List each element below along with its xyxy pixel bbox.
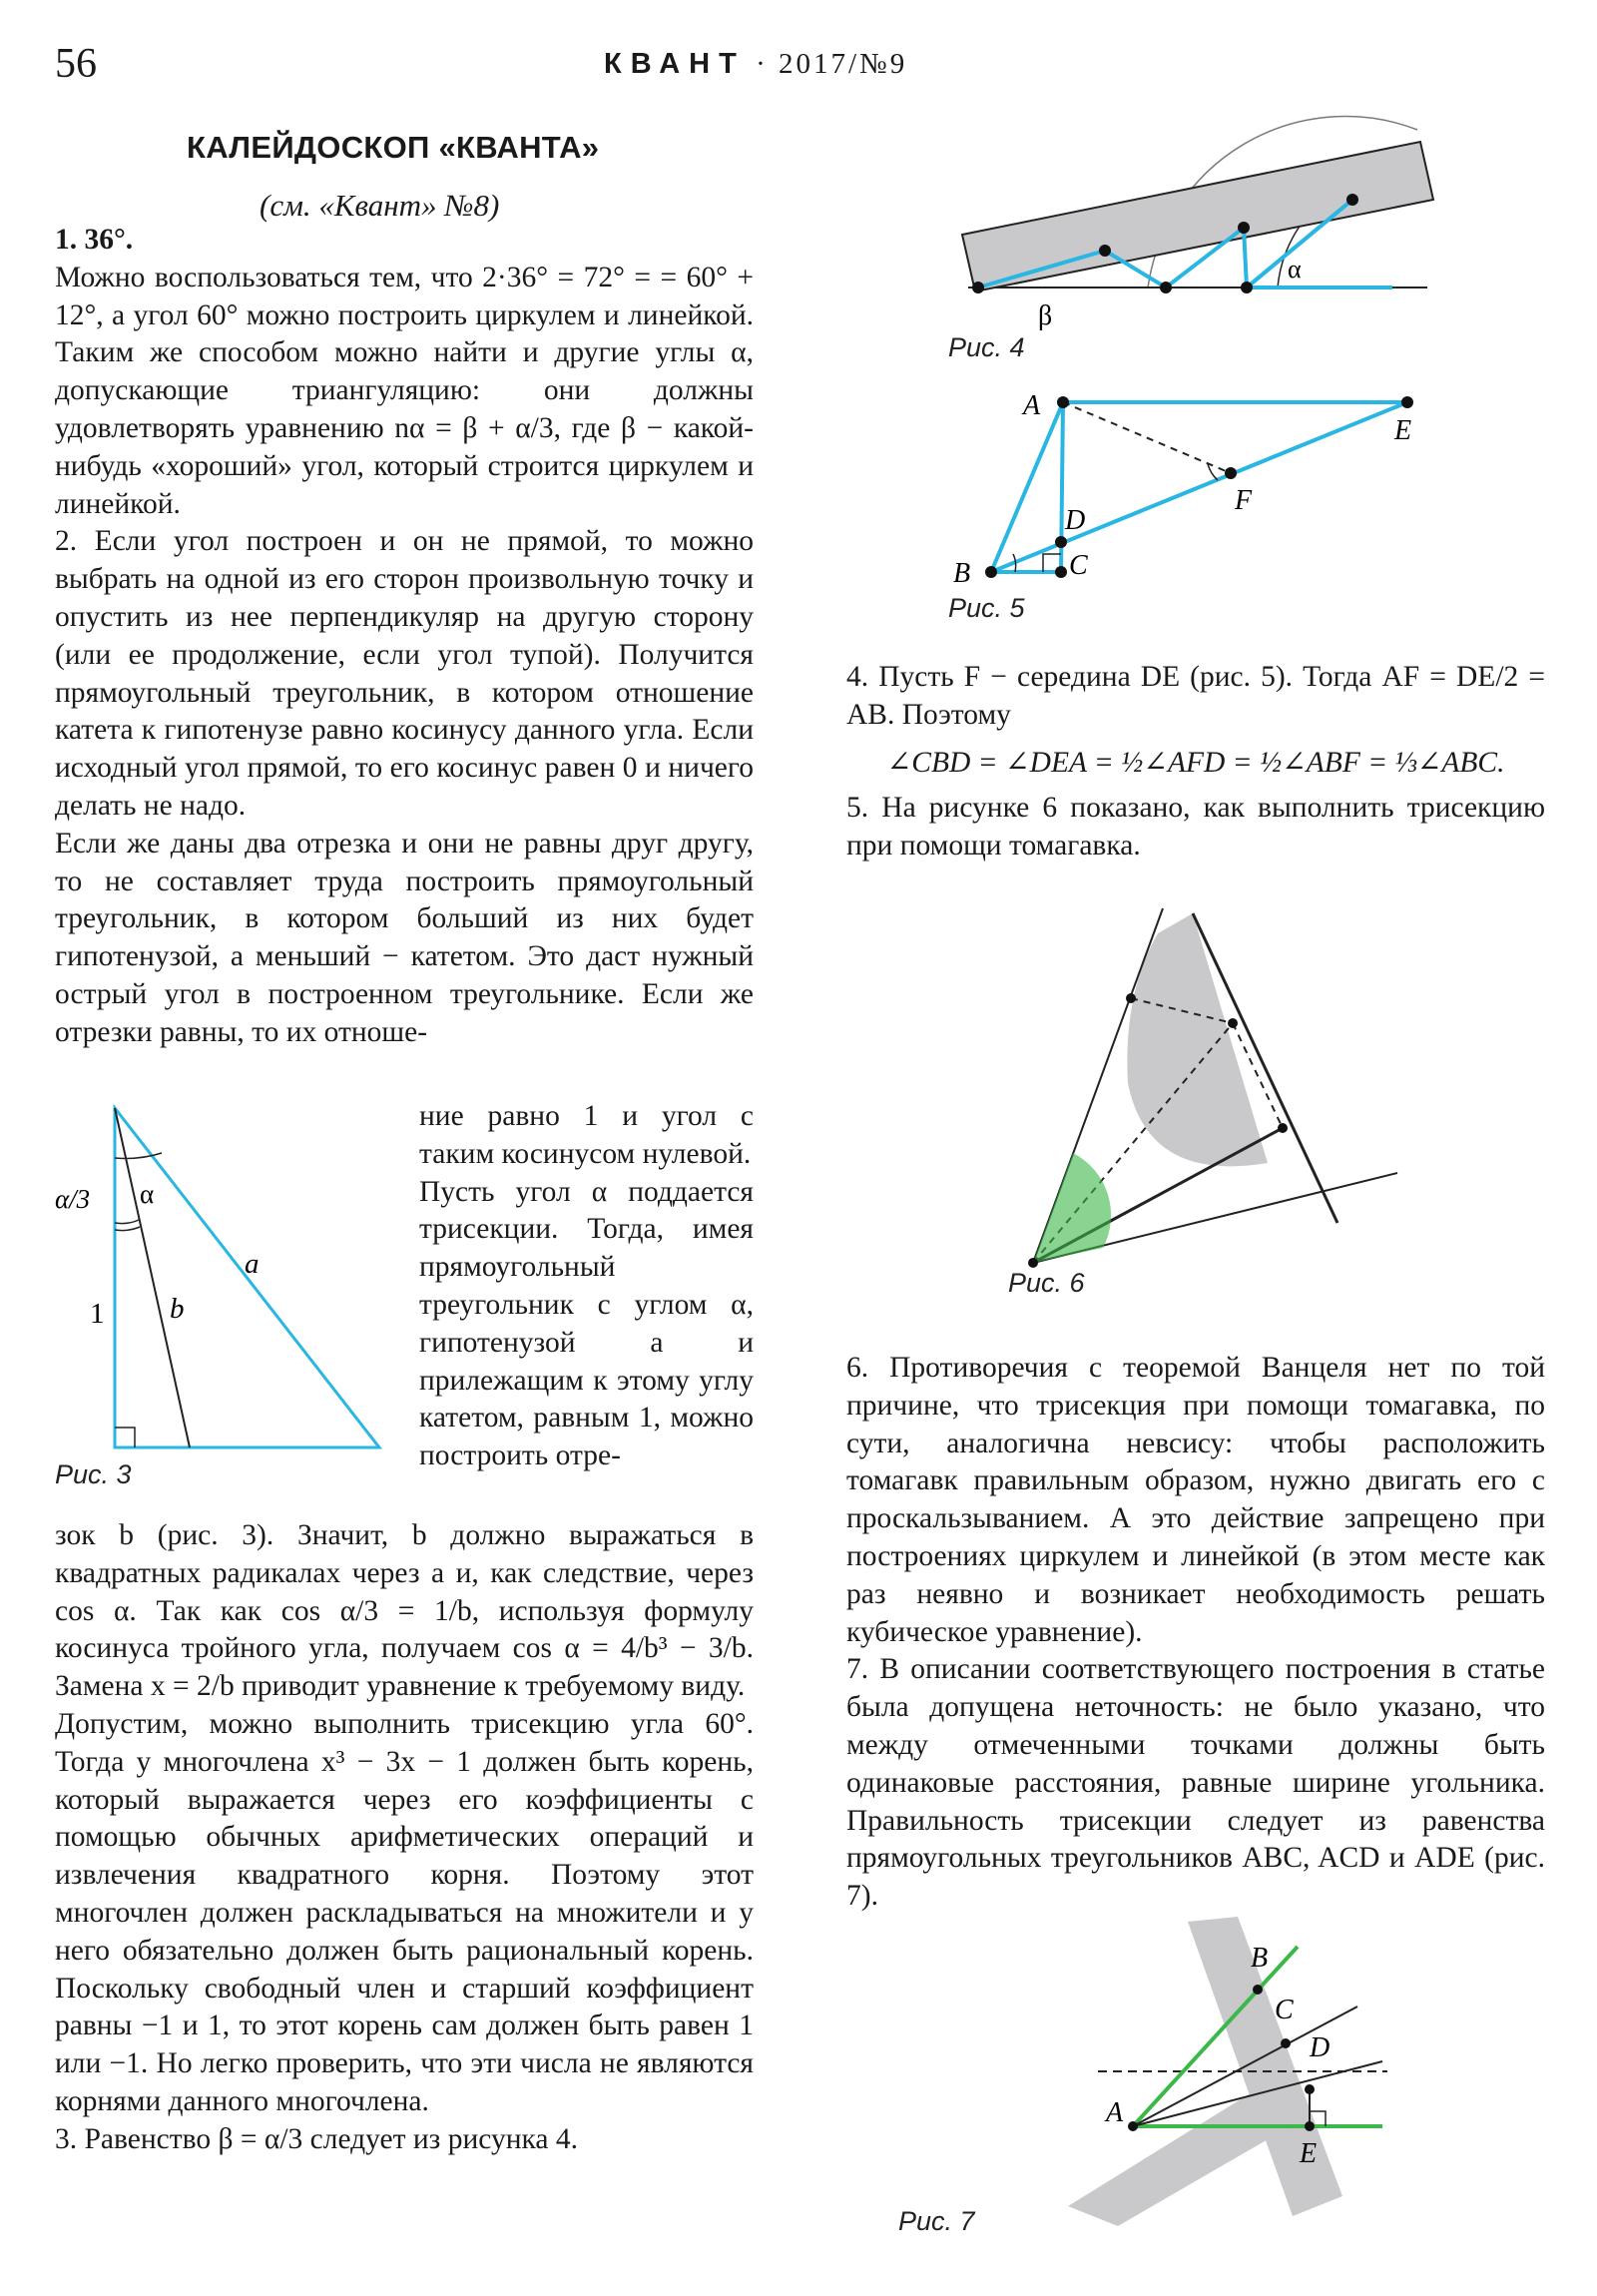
fig5-label-F: F: [1235, 485, 1253, 516]
answer-4-text: 4. Пусть F − середина DE (рис. 5). Тогда AF = DE/2 = AB. Поэтому: [846, 661, 1545, 731]
answer-2-text: 2. Если угол построен и он не прямой, то можно выбрать на одной из его сторон произвольную точку и опустить из нее перпендикуляр на другую сторону (или ее продолжение, если угол тупой). Получится прямоугольный треугольник, в котором отношение катета к гипотенузе равно косинусу данного угла. Если исходный угол прямой, то его косинус равен 0 и ничего делать не надо.: [55, 525, 754, 822]
fig7-label-E: E: [1300, 2138, 1318, 2169]
answer-2-tri-full: зок b (рис. 3). Значит, b должно выражаться в квадратных радикалах через a и, как следствие, через cos α. Так как cos α/3 = 1/b, используя формулу косинуса тройного угла, получаем cos α = 4/b³ − 3/b. Замена x = 2/b приводит уравнение к требуемому виду.: [55, 1519, 754, 1703]
issue-number: · 2017/№9: [756, 48, 908, 80]
fig6-gray-region: [1127, 913, 1268, 1166]
fig5-point-F: [1225, 467, 1237, 479]
fig5-point-D: [1055, 536, 1067, 548]
answer-2-wrap: ние равно 1 и угол с таким косинусом нулевой.: [419, 1100, 754, 1170]
fig5-label-D: D: [1065, 505, 1086, 536]
fig3-label-alpha3: α/3: [55, 1184, 91, 1214]
figure-7: [1038, 1917, 1437, 2256]
fig4-point: [1238, 222, 1250, 234]
fig4-label-beta: β: [1038, 300, 1053, 331]
fig6-point: [1228, 1018, 1238, 1028]
fig3-angle-arc-small: [115, 1220, 139, 1224]
fig7-label-C: C: [1275, 1995, 1294, 2025]
fig5-label-B: B: [953, 558, 971, 589]
fig3-angle-arc-small-2: [115, 1227, 140, 1231]
fig3-label-alpha: α: [140, 1179, 155, 1209]
fig7-point-D: [1305, 2084, 1315, 2094]
fig5-angle-F: [1208, 464, 1218, 480]
journal-name: КВАНТ: [604, 48, 746, 80]
fig5-AF: [1063, 402, 1231, 473]
fig7-label-B: B: [1251, 1943, 1269, 1974]
fig5-point-A: [1057, 396, 1069, 408]
figure-4: [938, 120, 1497, 329]
answer-4-formula: ∠CBD = ∠DEA = ½∠AFD = ½∠ABF = ⅓∠ABC.: [886, 746, 1505, 779]
fig7-point-A: [1128, 2121, 1138, 2131]
fig4-caption: Рис. 4: [948, 332, 1025, 362]
answer-1-heading: 1. 36°.: [55, 224, 134, 256]
fig4-point: [1160, 282, 1172, 293]
section-title: КАЛЕЙДОСКОП «КВАНТА»: [187, 130, 600, 165]
answer-5-text: 5. На рисунке 6 показано, как выполнить трисекцию при помощи томагавка.: [846, 792, 1545, 862]
fig5-label-C: C: [1069, 550, 1088, 581]
section-subtitle: (см. «Квант» №8): [260, 188, 500, 223]
answer-2-tri-wrap: Пусть угол α поддается трисекции. Тогда, имея прямоугольный треугольник с углом α, гипотенузой a и прилежащим к этому углу катетом, равным 1, можно построить отре-: [419, 1175, 754, 1472]
fig5-label-E: E: [1394, 415, 1412, 446]
fig5-point-B: [985, 566, 997, 578]
fig6-green-sector: [1033, 1153, 1111, 1263]
left-column-bottom: [55, 1517, 754, 2159]
fig7-point-C: [1281, 2038, 1291, 2048]
answer-1-text: Можно воспользоваться тем, что 2·36° = 72° = = 60° + 12°, а угол 60° можно построить циркулем и линейкой. Таким же способом можно найти и другие углы α, допускающие триангуляцию: они должны удовлетворять уравнению nα = β + α/3, где β − какой-нибудь «хороший» угол, который строится циркулем и линейкой.: [55, 261, 754, 520]
fig7-label-D: D: [1310, 2032, 1331, 2063]
fig6-caption: Рис. 6: [1008, 1268, 1085, 1298]
fig5-point-E: [1401, 396, 1413, 408]
left-column-wrap: [419, 1098, 754, 1475]
fig7-point-B: [1253, 1985, 1263, 1995]
fig4-point: [972, 282, 984, 293]
page-number: 56: [55, 41, 97, 87]
fig4-label-alpha: α: [1288, 255, 1302, 284]
running-header: [604, 48, 907, 81]
figure-6: [998, 903, 1397, 1283]
answer-6-text: 6. Противоречия с теоремой Ванцеля нет по той причине, что трисекция при помощи томагавка, по сути, аналогична невсису: чтобы расположить томагавк правильным образом, нужно двигать его с проскальзыванием. А это действие запрещено при построениях циркулем и линейкой (в этом месте как раз неявно и возникает необходимость решать кубическое уравнение).: [846, 1352, 1545, 1648]
fig4-point: [1241, 282, 1253, 293]
fig4-point: [1346, 194, 1358, 206]
answer-3-text: 3. Равенство β = α/3 следует из рисунка 4.: [55, 2122, 578, 2155]
fig3-caption: Рис. 3: [55, 1459, 132, 1489]
right-column-top: [846, 659, 1545, 865]
fig7-label-A: A: [1106, 2097, 1124, 2128]
fig3-label-a: a: [245, 1248, 260, 1280]
fig7-point-E: [1305, 2121, 1315, 2131]
fig5-caption: Рис. 5: [948, 593, 1025, 623]
fig4-point: [1099, 245, 1111, 257]
fig7-caption: Рис. 7: [898, 2206, 975, 2236]
fig3-right-angle: [115, 1428, 135, 1447]
fig5-label-A: A: [1023, 390, 1041, 421]
right-column-bottom: [846, 1350, 1545, 1916]
fig6-point: [1028, 1258, 1038, 1268]
left-column-top: [55, 222, 754, 1052]
fig5-point-C: [1055, 566, 1067, 578]
answer-2-continued: Если же даны два отрезка и они не равны друг другу, то не составляет труда построить прямоугольный треугольник, в котором больший из них будет гипотенузой, а меньший − катетом. Это даст нужный острый угол в построенном треугольнике. Если же отрезки равны, то их отноше-: [55, 827, 754, 1048]
fig4-ruler: [962, 142, 1433, 291]
fig6-point: [1126, 993, 1136, 1003]
fig3-label-1: 1: [90, 1298, 105, 1330]
answer-7-text: 7. В описании соответствующего построения в статье была допущена неточность: не было указано, что между отмеченными точками должны быть одинаковые расстояния, равные ширине угольника. Правильность трисекции следует из равенства прямоугольных треугольников ABC, ACD и ADE (рис. 7).: [846, 1653, 1545, 1913]
figure-3: [40, 1098, 409, 1507]
fig3-label-b: b: [170, 1293, 185, 1325]
answer-2-cubic: Допустим, можно выполнить трисекцию угла 60°. Тогда у многочлена x³ − 3x − 1 должен быть корень, который выражается через его коэффициенты с помощью обычных арифметических операций и извлечения квадратного корня. Поэтому этот многочлен должен раскладываться на множители и у него обязательно должен быть рациональный корень. Поскольку свободный член и старший коэффициент равны −1 и 1, то этот корень сам должен быть равен 1 или −1. Но легко проверить, что эти числа не являются корнями данного многочлена.: [55, 1707, 754, 2117]
fig6-point: [1278, 1123, 1288, 1133]
figure-5: [953, 384, 1472, 594]
